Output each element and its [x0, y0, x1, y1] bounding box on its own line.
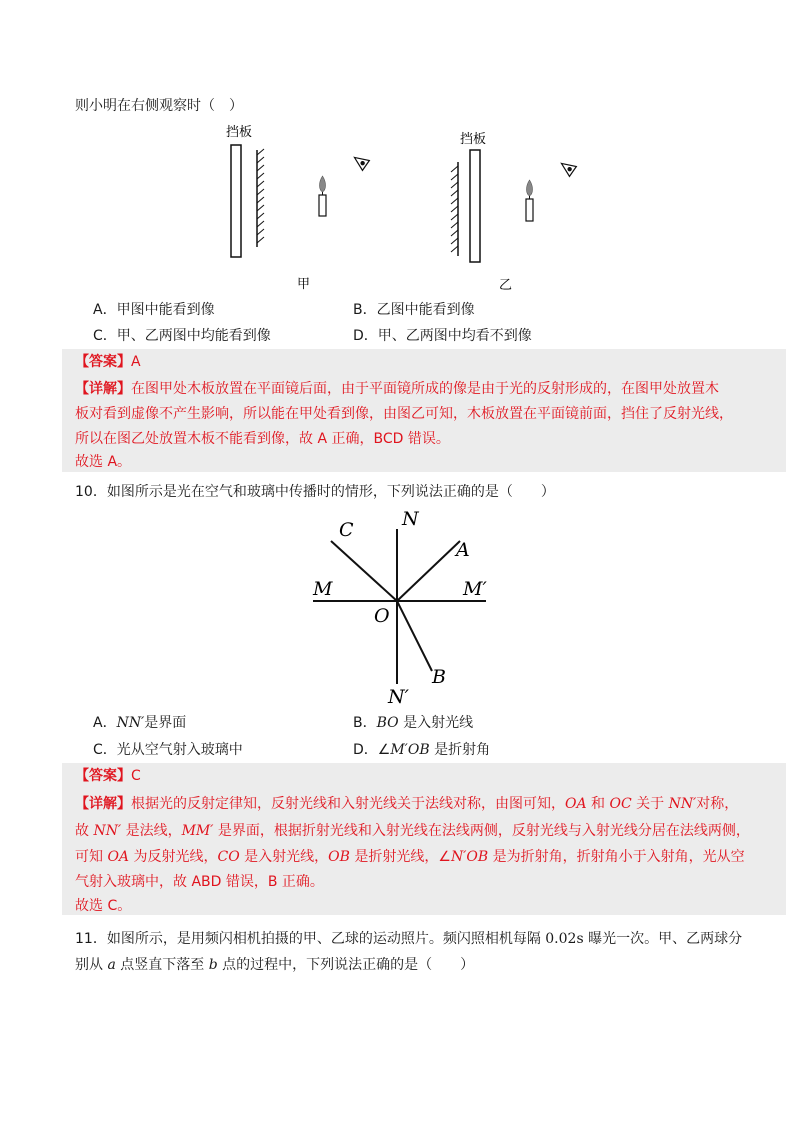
label-c: C: [339, 519, 354, 541]
q10-option-d: [353, 740, 490, 760]
q9-figure: [0, 118, 800, 298]
detail-math: OA: [565, 796, 587, 812]
option-text: 是入射光线: [398, 715, 474, 731]
q9-right-eye-icon: [558, 158, 576, 176]
q9-left-mirror: [257, 149, 264, 247]
q10-option-b: [353, 713, 473, 733]
q9-left-eye-icon: [351, 152, 369, 170]
detail-math: N′OB: [450, 849, 489, 865]
q9-answer-box: [62, 349, 786, 472]
q9-option-b: B．乙图中能看到像: [353, 302, 475, 318]
q10-detail-line-3: [75, 847, 745, 867]
detail-math: NN′: [668, 796, 697, 812]
q9-right-board: [470, 150, 480, 262]
q9-left-caption: 甲: [297, 277, 311, 292]
q9-right-board-label: 挡板: [460, 132, 487, 147]
q10-answer: [75, 766, 141, 786]
q9-conclusion: 故选 A。: [75, 454, 132, 470]
detail-math: NN′: [93, 823, 122, 839]
detail-math: OC: [609, 796, 632, 812]
q10-detail-line-4: 气射入玻璃中，故 ABD 错误，B 正确。: [75, 874, 324, 890]
q9-option-a: A．甲图中能看到像: [93, 302, 215, 318]
detail-text: 是折射光线，∠: [349, 849, 451, 865]
q9-right-mirror: [451, 162, 458, 256]
label-o: O: [374, 605, 390, 627]
detail-math: CO: [217, 849, 240, 865]
stem-text: 曝光一次。甲、乙两球分: [583, 931, 743, 947]
ray-co: [331, 541, 397, 601]
answer-tag: 【答案】: [75, 354, 131, 370]
q9-detail-line-1: [75, 379, 719, 399]
q10-option-a: [93, 713, 186, 733]
q9-stem: 则小明在右侧观察时（ ）: [75, 98, 243, 114]
detail-text: 和: [586, 796, 610, 812]
detail-text: 关于: [631, 796, 669, 812]
option-text: 是界面: [144, 715, 187, 731]
detail-tag: 【详解】: [75, 796, 131, 812]
q10-conclusion: 故选 C。: [75, 898, 132, 914]
q9-option-c: C．甲、乙两图中均能看到像: [93, 328, 271, 344]
option-text: 是折射角: [429, 742, 491, 758]
q9-right-candle: [526, 180, 533, 221]
q9-left-board: [231, 145, 241, 257]
q9-right-caption: 乙: [499, 278, 513, 293]
stem-text: 点的过程中，下列说法正确的是（ ）: [217, 957, 475, 973]
label-n: N: [402, 508, 419, 530]
detail-text: 对称，: [696, 796, 739, 812]
detail-tag: 【详解】: [75, 381, 131, 397]
q9-detail-line-3: 所以在图乙处放置木板不能看到像，故 A 正确，BCD 错误。: [75, 431, 450, 447]
detail-text: 在图甲处木板放置在平面镜后面，由于平面镜所成的像是由于光的反射形成的，在图甲处放置木: [131, 381, 719, 397]
detail-text: 是入射光线，: [239, 849, 329, 865]
q10-stem: 10．如图所示是光在空气和玻璃中传播时的情形，下列说法正确的是（ ）: [75, 484, 555, 500]
label-m-prime: M′: [463, 578, 487, 600]
detail-text: 为反射光线，: [129, 849, 218, 865]
label-n-prime: N′: [388, 686, 409, 708]
stem-math: a: [107, 957, 116, 973]
detail-text: 故: [75, 823, 94, 839]
q9-left-candle: [319, 176, 326, 216]
stem-text: 点竖直下落至: [115, 957, 209, 973]
detail-text: 是为折射角，折射角小于入射角，光从空: [488, 849, 745, 865]
q9-answer: [75, 352, 141, 372]
stem-text: 11．如图所示，是用频闪相机拍摄的甲、乙球的运动照片。频闪照相机每隔: [75, 931, 546, 947]
q9-left-board-label: 挡板: [226, 125, 253, 140]
q10-answer-box: [62, 763, 786, 915]
option-prefix: A．: [93, 715, 117, 731]
detail-text: 根据光的反射定律知，反射光线和入射光线关于法线对称，由图可知，: [131, 796, 565, 812]
detail-math: OB: [328, 849, 350, 865]
ray-oa: [397, 541, 460, 601]
stem-math: 0.02s: [545, 931, 584, 947]
answer-tag: 【答案】: [75, 768, 131, 784]
stem-math: b: [208, 957, 218, 973]
detail-math: MM′: [181, 823, 214, 839]
option-math: NN′: [116, 715, 145, 731]
stem-text: 别从: [75, 957, 108, 973]
q9-detail-line-2: 板对看到虚像不产生影响，所以能在甲处看到像，由图乙可知，木板放置在平面镜前面，挡住了反射光线，: [75, 406, 733, 422]
answer-value: A: [131, 354, 141, 370]
label-m: M: [313, 578, 333, 600]
option-math: M′OB: [390, 742, 430, 758]
option-prefix: B．: [353, 715, 377, 731]
q10-figure: [0, 505, 800, 710]
q9-option-d: D．甲、乙两图中均看不到像: [353, 328, 532, 344]
q11-stem-line-2: [75, 955, 474, 975]
answer-value: C: [131, 768, 141, 784]
q11-stem-line-1: [75, 929, 742, 949]
q10-detail-line-1: [75, 794, 738, 814]
label-a: A: [456, 539, 470, 561]
detail-math: OA: [107, 849, 130, 865]
q10-detail-line-2: [75, 821, 750, 841]
detail-text: 是界面，根据折射光线和入射光线在法线两侧，反射光线与入射光线分居在法线两侧，: [213, 823, 750, 839]
detail-text: 可知: [75, 849, 108, 865]
label-b: B: [432, 666, 446, 688]
detail-text: 是法线，: [121, 823, 182, 839]
option-math: BO: [376, 715, 399, 731]
q10-option-c: C．光从空气射入玻璃中: [93, 742, 243, 758]
ray-ob: [397, 601, 432, 671]
option-prefix: D．∠: [353, 742, 391, 758]
